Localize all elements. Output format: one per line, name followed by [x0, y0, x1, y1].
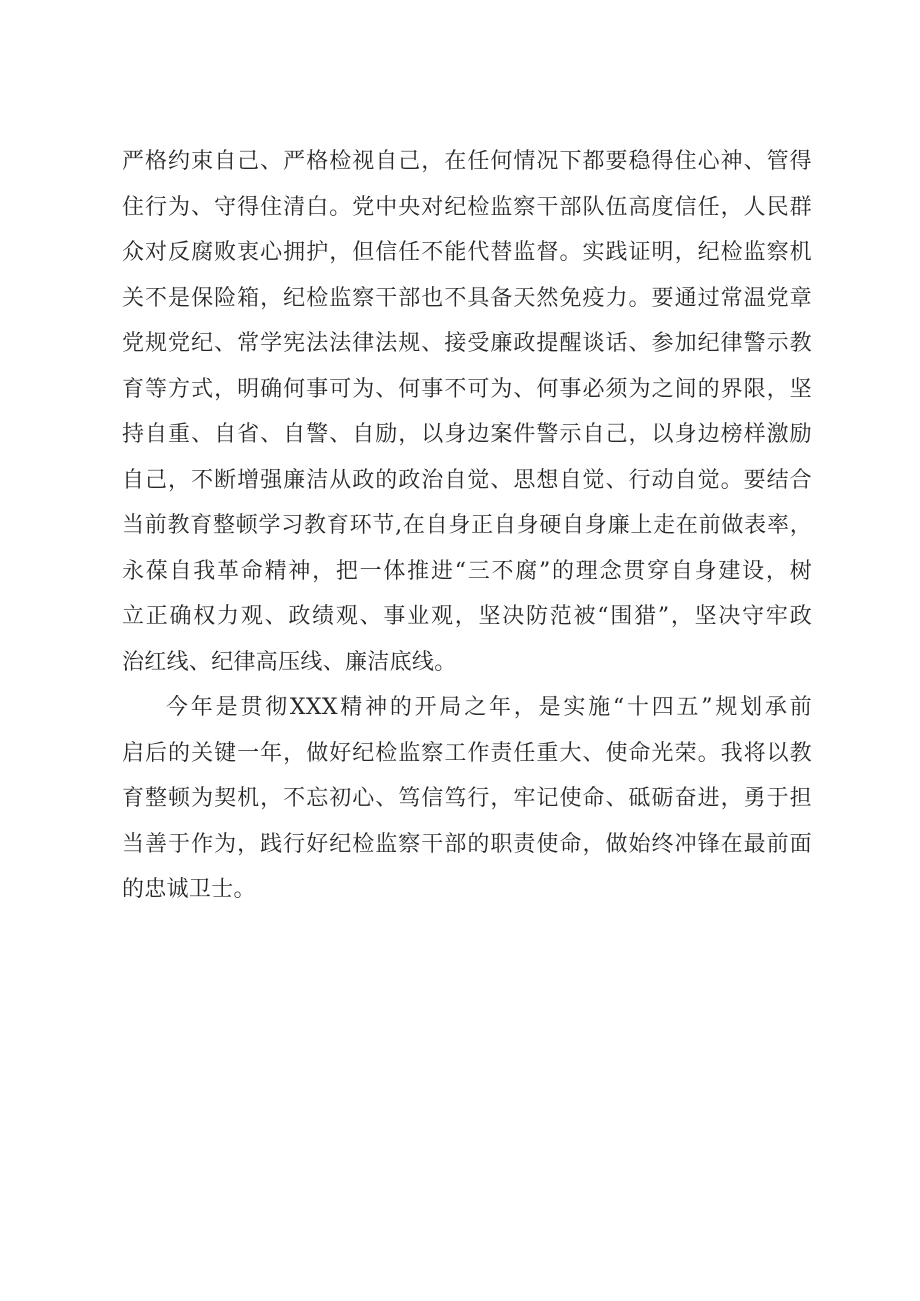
text-line: 的忠诚卫士。 [122, 877, 256, 902]
text-line: 育等方式，明确何事可为、何事不可为、何事必须为之间的界限，坚 [122, 376, 812, 402]
text-line: 严格约束自己、严格检视自己，在任何情况下都要稳得住心神、管得 [122, 149, 812, 174]
text-line: 治红线、纪律高压线、廉洁底线。 [122, 649, 457, 675]
document-body [122, 142, 812, 916]
text-line: 今年是贯彻XXX精神的开局之年，是实施“十四五”规划承前 [166, 695, 812, 720]
text-line: 当善于作为，践行好纪检监察干部的职责使命，做始终冲锋在最前面 [122, 831, 812, 857]
text-line: 永葆自我革命精神，把一体推进“三不腐”的理念贯穿自身建设，树 [122, 558, 812, 584]
text-line: 育整顿为契机，不忘初心、笃信笃行，牢记使命、砥砺奋进，勇于担 [122, 786, 812, 811]
text-line: 自己，不断增强廉洁从政的政治自觉、思想自觉、行动自觉。要结合 [122, 467, 812, 493]
paragraph-2 [122, 688, 812, 910]
text-line: 持自重、自省、自警、自励，以身边案件警示自己，以身边榜样激励 [122, 422, 812, 447]
text-line: 关不是保险箱，纪检监察干部也不具备天然免疫力。要通过常温党章 [122, 285, 812, 311]
text-line: 住行为、守得住清白。党中央对纪检监察干部队伍高度信任，人民群 [122, 194, 812, 220]
text-line: 众对反腐败衷心拥护，但信任不能代替监督。实践证明，纪检监察机 [122, 240, 812, 265]
text-line: 启后的关键一年，做好纪检监察工作责任重大、使命光荣。我将以教 [122, 740, 812, 766]
text-line: 党规党纪、常学宪法法律法规、接受廉政提醒谈话、参加纪律警示教 [122, 331, 812, 356]
text-line: 立正确权力观、政绩观、事业观，坚决防范被“围猎”，坚决守牢政 [122, 604, 812, 629]
paragraph-1 [122, 142, 812, 683]
text-line: 当前教育整顿学习教育环节,在自身正自身硬自身廉上走在前做表率， [122, 513, 812, 538]
